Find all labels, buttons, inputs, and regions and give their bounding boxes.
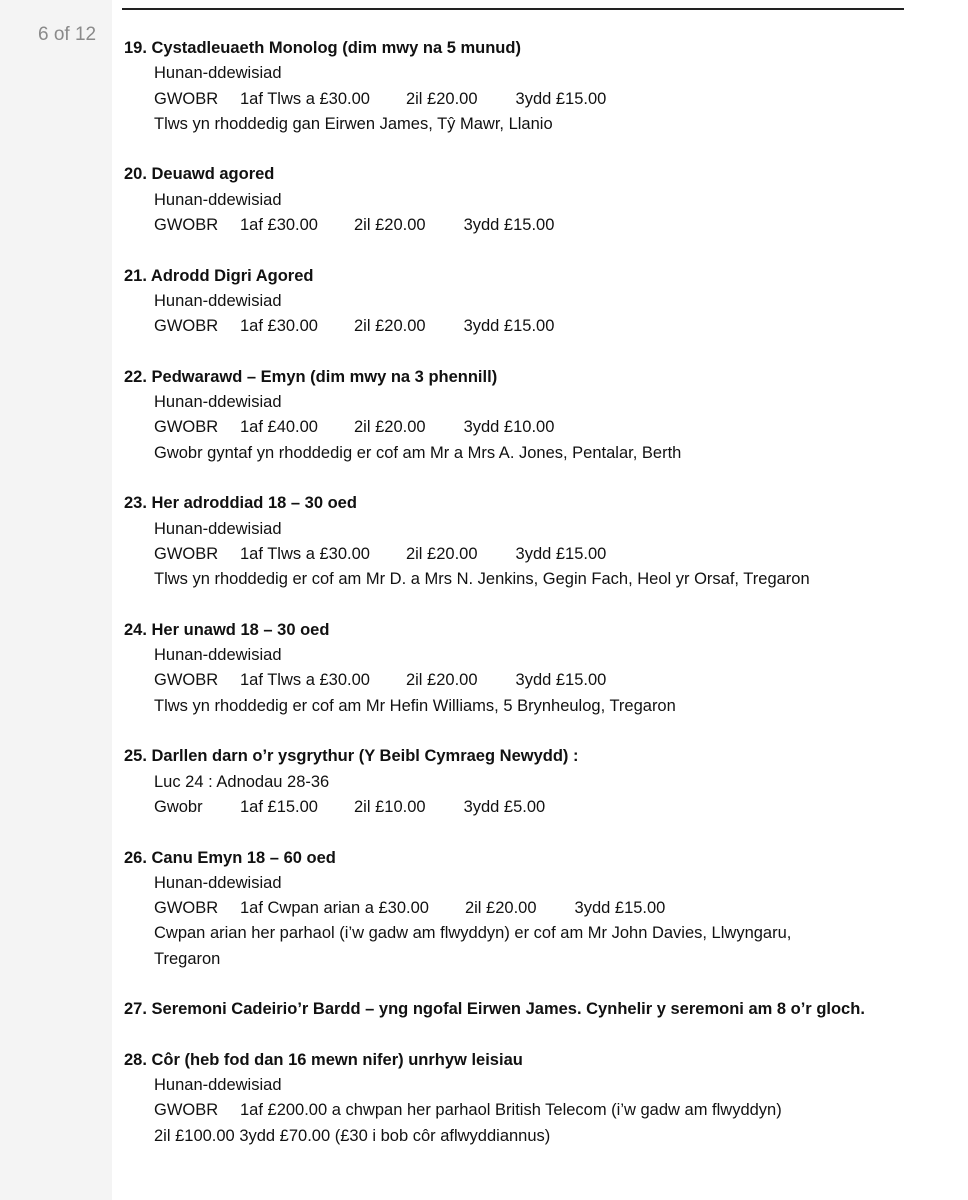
competition-entry	[124, 846, 904, 972]
prize-row	[154, 314, 904, 339]
competition-entry	[124, 162, 904, 238]
entry-note: Tlws yn rhoddedig gan Eirwen James, Tŷ Mawr, Llanio	[154, 114, 553, 133]
prize-second: 2il £20.00	[464, 899, 537, 918]
entry-detail: Hunan-ddewisiad	[154, 873, 282, 892]
prize-first: 1af Tlws a £30.00	[240, 544, 370, 563]
prize-row	[154, 87, 904, 112]
entry-detail: Luc 24 : Adnodau 28-36	[154, 772, 330, 791]
prize-first: 1af £30.00	[240, 317, 318, 336]
prize-second: 2il £20.00	[405, 89, 478, 108]
prize-first: 1af Cwpan arian a £30.00	[240, 899, 429, 918]
top-rule	[122, 8, 904, 10]
entry-note: Tlws yn rhoddedig er cof am Mr D. a Mrs N. Jenkins, Gegin Fach, Heol yr Orsaf, Tregaron	[154, 570, 810, 589]
prize-row	[154, 213, 904, 238]
prize-label: GWOBR	[154, 899, 219, 918]
entry-title: 24. Her unawd 18 – 30 oed	[124, 620, 330, 639]
prize-first: 1af £200.00 a chwpan her parhaol British Telecom (i’w gadw am flwyddyn)	[240, 1101, 782, 1120]
prize-third: 3ydd £10.00	[463, 418, 555, 437]
entry-body	[124, 390, 904, 466]
entry-body	[124, 1073, 904, 1149]
prize-label: GWOBR	[154, 317, 219, 336]
entry-detail: Hunan-ddewisiad	[154, 393, 282, 412]
prize-third: 3ydd £15.00	[574, 899, 666, 918]
prize-first: 1af £15.00	[240, 797, 318, 816]
prize-first: 1af Tlws a £30.00	[240, 89, 370, 108]
competition-entry	[124, 997, 904, 1022]
competition-entry	[124, 744, 904, 820]
prize-first: 1af £30.00	[240, 216, 318, 235]
prize-row	[154, 795, 904, 820]
entry-body	[124, 770, 904, 821]
prize-second: 2il £20.00	[405, 544, 478, 563]
entry-title: 20. Deuawd agored	[124, 165, 275, 184]
prize-row	[154, 542, 904, 567]
prize-row	[154, 1098, 904, 1123]
entry-title: 25. Darllen darn o’r ysgrythur (Y Beibl Cymraeg Newydd) :	[124, 747, 579, 766]
prize-third: 3ydd £15.00	[463, 216, 555, 235]
prize-third: 3ydd £5.00	[463, 797, 546, 816]
entry-title: 22. Pedwarawd – Emyn (dim mwy na 3 phennill)	[124, 367, 498, 386]
prize-label: GWOBR	[154, 89, 219, 108]
entry-title: 19. Cystadleuaeth Monolog (dim mwy na 5 munud)	[124, 39, 521, 57]
prize-label: GWOBR	[154, 216, 219, 235]
entry-body	[124, 289, 904, 340]
prize-label: GWOBR	[154, 1101, 219, 1120]
competition-entry	[124, 365, 904, 466]
prize-label: GWOBR	[154, 418, 219, 437]
entry-detail: Hunan-ddewisiad	[154, 190, 282, 209]
prize-second: 2il £20.00	[354, 418, 426, 437]
page-indicator: 6 of 12	[38, 24, 97, 45]
competition-entry	[124, 618, 904, 719]
prize-row	[154, 668, 904, 693]
entry-note: Cwpan arian her parhaol (i’w gadw am flwyddyn) er cof am Mr John Davies, Llwyngaru,	[154, 924, 792, 943]
entry-body	[124, 61, 904, 137]
prize-row	[154, 415, 904, 440]
entry-body	[124, 643, 904, 719]
entry-title: 21. Adrodd Digri Agored	[124, 266, 314, 285]
entry-title: 28. Côr (heb fod dan 16 mewn nifer) unrhyw leisiau	[124, 1050, 523, 1069]
entry-note: Gwobr gyntaf yn rhoddedig er cof am Mr a Mrs A. Jones, Pentalar, Berth	[154, 443, 682, 462]
entry-title: 23. Her adroddiad 18 – 30 oed	[124, 494, 357, 513]
entry-note: Tregaron	[154, 949, 221, 968]
prize-third: 3ydd £15.00	[515, 544, 607, 563]
competition-entry	[124, 491, 904, 592]
entry-detail: Hunan-ddewisiad	[154, 291, 282, 310]
entry-detail: Hunan-ddewisiad	[154, 519, 282, 538]
prize-label: GWOBR	[154, 544, 219, 563]
prize-second: 2il £20.00	[354, 317, 426, 336]
prize-label: Gwobr	[154, 797, 203, 816]
competition-entry	[124, 264, 904, 340]
competition-entry	[124, 1048, 904, 1149]
prize-third: 3ydd £15.00	[515, 671, 607, 690]
prize-third: 3ydd £15.00	[515, 89, 607, 108]
prize-row	[154, 896, 904, 921]
competition-entry	[124, 36, 904, 137]
entry-body	[124, 871, 904, 972]
entry-detail: Hunan-ddewisiad	[154, 64, 282, 83]
prize-label: GWOBR	[154, 671, 219, 690]
competition-list	[124, 36, 904, 1174]
entry-detail: Hunan-ddewisiad	[154, 1076, 282, 1095]
prize-first: 1af £40.00	[240, 418, 318, 437]
prize-second: 2il £20.00	[405, 671, 478, 690]
entry-detail: Hunan-ddewisiad	[154, 646, 282, 665]
entry-note: Tlws yn rhoddedig er cof am Mr Hefin Williams, 5 Brynheulog, Tregaron	[154, 696, 676, 715]
entry-note: 2il £100.00 3ydd £70.00 (£30 i bob côr aflwyddiannus)	[154, 1126, 551, 1145]
entry-title: 26. Canu Emyn 18 – 60 oed	[124, 848, 336, 867]
prize-first: 1af Tlws a £30.00	[240, 671, 370, 690]
entry-title: 27. Seremoni Cadeirio’r Bardd – yng ngofal Eirwen James. Cynhelir y seremoni am 8 o’r gloch.	[124, 1000, 865, 1019]
prize-second: 2il £10.00	[354, 797, 426, 816]
prize-second: 2il £20.00	[354, 216, 426, 235]
entry-body	[124, 517, 904, 593]
prize-third: 3ydd £15.00	[463, 317, 555, 336]
entry-body	[124, 188, 904, 239]
